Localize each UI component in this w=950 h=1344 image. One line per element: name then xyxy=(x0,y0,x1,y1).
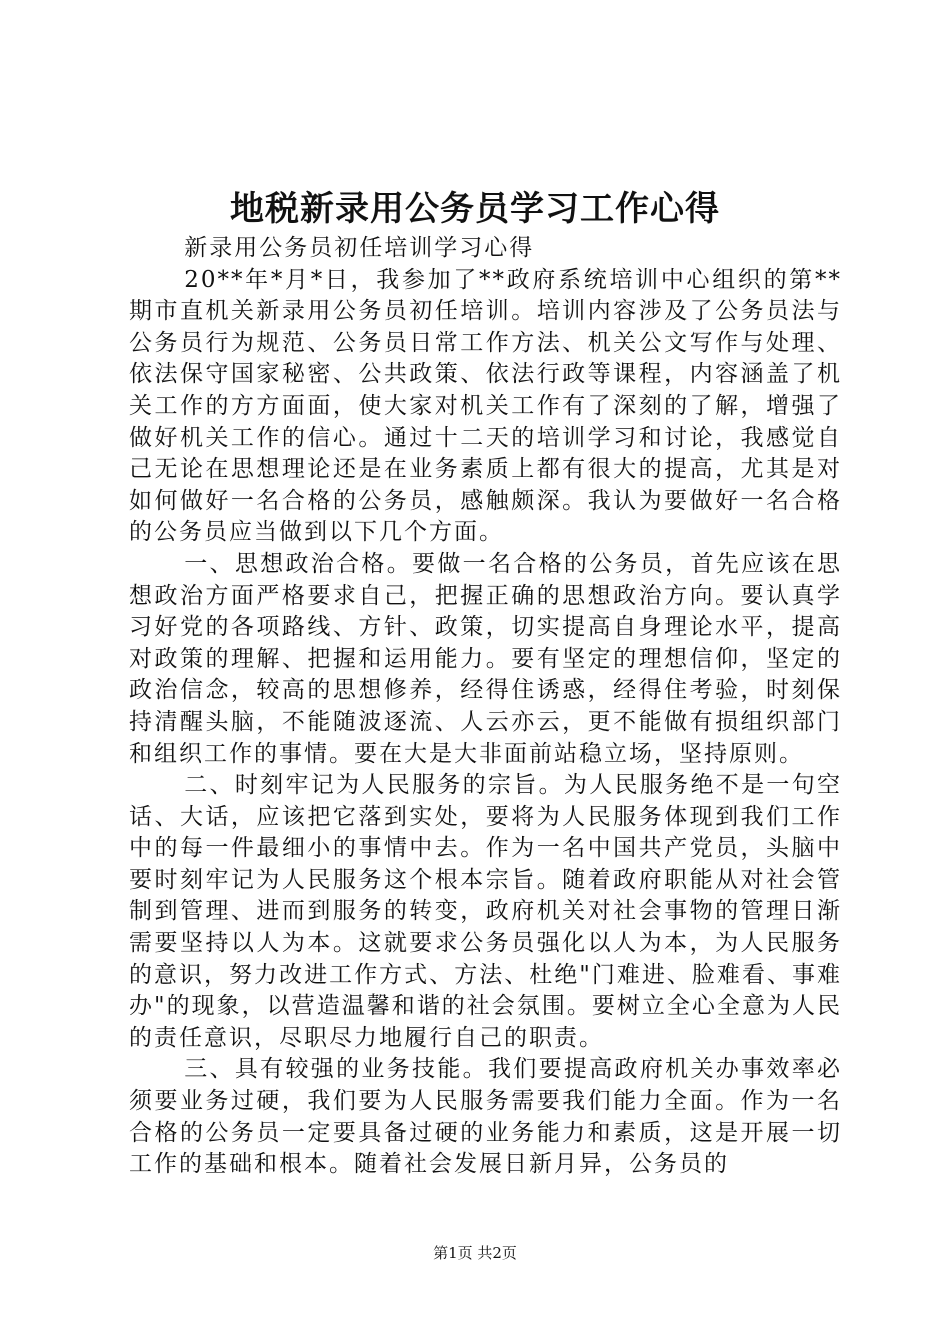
page-number-footer: 第1页 共2页 xyxy=(433,1244,517,1262)
intro-paragraph: 20**年*月*日，我参加了**政府系统培训中心组织的第**期市直机关新录用公务员初任培训。培训内容涉及了公务员法与公务员行为规范、公务员日常工作方法、机关公文写作与处理、依法保守国家秘密、公共政策、依法行政等课程，内容涵盖了机关工作的方方面面，使大家对机关工作有了深刻的了解，增强了做好机关工作的信心。通过十二天的培训学习和讨论，我感觉自己无论在思想理论还是在业务素质上都有很大的提高，尤其是对如何做好一名合格的公务员，感触颇深。我认为要做好一名合格的公务员应当做到以下几个方面。 xyxy=(129,266,842,546)
subtitle-paragraph: 新录用公务员初任培训学习心得 xyxy=(184,235,535,261)
section-three-paragraph: 三、具有较强的业务技能。我们要提高政府机关办事效率必须要业务过硬，我们要为人民服务需要我们能力全面。作为一名合格的公务员一定要具备过硬的业务能力和素质，这是开展一切工作的基础和根本。随着社会发展日新月异，公务员的 xyxy=(129,1056,842,1178)
document-body xyxy=(129,233,842,1181)
section-two-paragraph: 二、时刻牢记为人民服务的宗旨。为人民服务绝不是一句空话、大话，应该把它落到实处，要将为人民服务体现到我们工作中的每一件最细小的事情中去。作为一名中国共产党员，头脑中要时刻牢记为人民服务这个根本宗旨。随着政府职能从对社会管制到管理、进而到服务的转变，政府机关对社会事物的管理日渐需要坚持以人为本。这就要求公务员强化以人为本，为人民服务的意识，努力改进工作方式、方法、杜绝"门难进、脸难看、事难办"的现象，以营造温馨和谐的社会氛围。要树立全心全意为人民的责任意识，尽职尽力地履行自己的职责。 xyxy=(129,772,842,1051)
section-one-paragraph: 一、思想政治合格。要做一名合格的公务员，首先应该在思想政治方面严格要求自己，把握正确的思想政治方向。要认真学习好党的各项路线、方针、政策，切实提高自身理论水平，提高对政策的理解、把握和运用能力。要有坚定的理想信仰，坚定的政治信念，较高的思想修养，经得住诱惑，经得住考验，时刻保持清醒头脑，不能随波逐流、人云亦云，更不能做有损组织部门和组织工作的事情。要在大是大非面前站稳立场，坚持原则。 xyxy=(129,550,842,767)
document-title: 地税新录用公务员学习工作心得 xyxy=(230,189,720,229)
